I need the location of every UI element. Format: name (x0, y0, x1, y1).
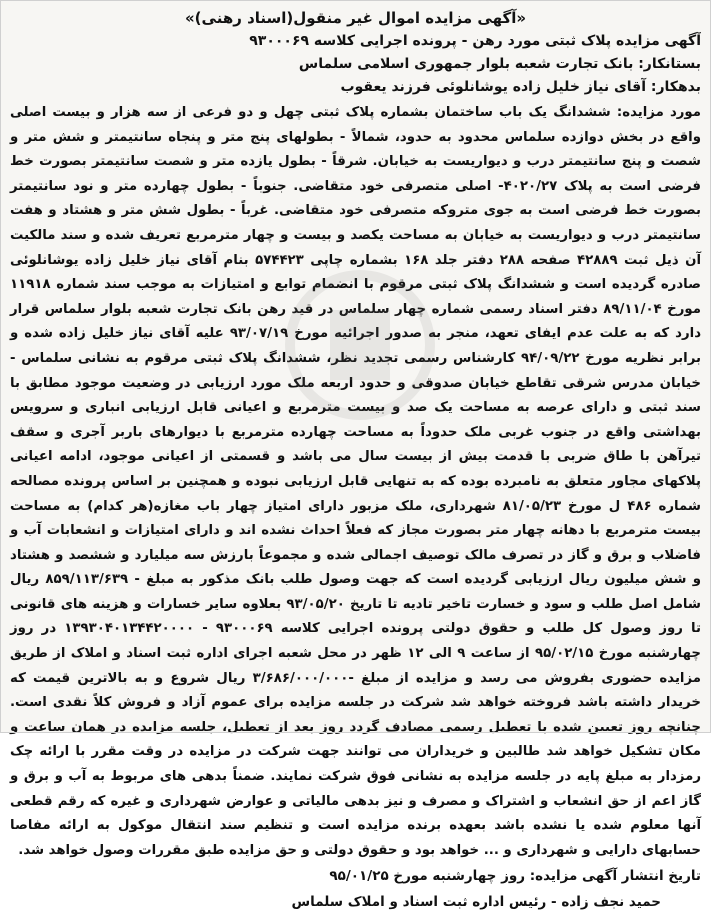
notice-title: «آگهی مزایده اموال غیر منقول(اسناد رهنی)» (184, 9, 527, 27)
creditor-line: بستانکار: بانک تجارت شعبه بلوار جمهوری اسلامی سلماس (298, 56, 701, 72)
notice-subtitle: آگهی مزایده پلاک ثبتی مورد رهن - پرونده اجرایی کلاسه ۹۳۰۰۰۶۹ (249, 33, 701, 49)
debtor-line: بدهکار: آقای نیاز خلیل زاده یوشانلوئی فرزند یعقوب (340, 79, 701, 95)
signature-line: حمید نجف زاده - رئیس اداره ثبت اسناد و املاک سلماس (291, 894, 661, 911)
publish-date: تاریخ انتشار آگهی مزایده: روز چهارشنبه مورخ ۹۵/۰۱/۲۵ (329, 868, 701, 885)
notice-body: مورد مزایده: ششدانگ یک باب ساختمان بشماره پلاک ثبتی چهل و دو فرعی از سه هزار و بیست اصلی واقع در بخش دوازده سلماس محدود به حدود، شمالاً - بطولهای پنج متر و پنجاه سانتیمتر و شش متر و شصت و پنج سانتیمتر درب و دیواریست به خیابان. شرقاً - بطول یازده متر و شصت سانتیمتر بصورت خط فرضی است به پلاک ۴۰۲۰/۲۷- اصلی متصرفی خود متقاضی. جنوباً - بطول چهارده متر و نود سانتیمتر بصورت خط فرضی است به جوی متروکه متصرفی خود متقاضی. غرباً - بطول شش متر و هشتاد و هفت سانتیمتر درب و دیواریست به خیابان به مساحت یکصد و بیست و چهار مترمربع تعریف شده و سند مالکیت آن ذیل ثبت ۴۲۸۸۹ صفحه ۲۸۸ دفتر جلد ۱۶۸ بشماره چاپی ۵۷۴۴۲۳ بنام آقای نیاز خلیل زاده یوشانلوئی صادره گردیده است و ششدانگ پلاک ثبتی مرقوم با انضمام توابع و امتیازات به موجب سند شماره ۱۱۹۱۸ مورخ ۸۹/۱۱/۰۴ دفتر اسناد رسمی شماره چهار سلماس در قید رهن بانک تجارت شعبه بلوار سلماس قرار دارد که به علت عدم ایفای تعهد، منجر به صدور اجرائیه مورخ ۹۳/۰۷/۱۹ علیه آقای نیاز خلیل زاده شده و برابر نظریه مورخ ۹۴/۰۹/۲۲ کارشناس رسمی تجدید نظر، ششدانگ پلاک ثبتی مرقوم به نشانی سلماس - خیابان مدرس شرقی تقاطع خیابان صدوقی و حدود اربعه ملک مورد ارزیابی در وضعیت موجود مطابق با سند ثبتی و دارای عرصه به مساحت یک صد و بیست مترمربع و اعیانی قابل ارزیابی انباری و سرویس بهداشتی واقع در جنوب غربی ملک حدوداً به مساحت چهارده مترمربع با دیوارهای باربر آجری و سقف تیرآهن با طاق ضربی با قدمت بیش از بیست سال می باشد و قسمتی از اعیانی موجود، ادامه اعیانی پلاکهای مجاور متعلق به نامبرده بوده که به تنهایی قابل ارزیابی نبوده و همچنین بر اساس پرونده مصالحه شماره ۴۸۶ ل مورخ ۸۱/۰۵/۲۳ شهرداری، ملک مزبور دارای امتیاز چهار باب مغازه(هر کدام) به مساحت بیست مترمربع با دهانه چهار متر بصورت مجاز که فعلاً احداث نشده اند و دارای امتیازات و انشعابات آب و فاضلاب و برق و گاز در تصرف مالک توصیف اجمالی شده و مجموعاً بارزش سه میلیارد و ششصد و هشتاد و شش میلیون ریال ارزیابی گردیده است که جهت وصول طلب بانک مذکور به مبلغ - ۸۵۹/۱۱۳/۶۳۹ ریال شامل اصل طلب و سود و خسارت تاخیر تادیه تا تاریخ ۹۳/۰۵/۲۰ بعلاوه سایر خسارات و هزینه های قانونی تا روز وصول کل طلب و حقوق دولتی پرونده اجرایی کلاسه ۹۳۰۰۰۶۹ - ۱۳۹۳۰۴۰۱۳۴۴۲۰۰۰۰ در روز چهارشنبه مورخ ۹۵/۰۲/۱۵ از ساعت ۹ الی ۱۲ ظهر در محل شعبه اجرای اداره ثبت اسناد و املاک از طریق مزایده حضوری بفروش می رسد و مزایده از مبلغ -۳/۶۸۶/۰۰۰/۰۰۰ ریال شروع و به بالاترین قیمت که خریدار داشته باشد فروخته خواهد شد شرکت در جلسه مزایده برای عموم آزاد و فروش کلاً نقدی است. چنانچه روز تعیین شده با تعطیل رسمی مصادف گردد روز بعد از تعطیل، جلسه مزایده در همان ساعت و مکان تشکیل خواهد شد طالبین و خریداران می توانند جهت شرکت در مزایده در وقت مقرر با ارائه چک رمزدار به مبلغ پایه در جلسه مزایده به نشانی فوق شرکت نمایند. ضمناً بدهی های مربوط به آب و برق و گاز اعم از حق انشعاب و اشتراک و مصرف و نیز بدهی مالیاتی و عوارض شهرداری و غیره که رقم قطعی آنها معلوم شده یا نشده باشد بعهده برنده مزایده است و تنظیم سند انتقال موکول به ارائه مفاصا حسابهای دارایی و شهرداری و ... خواهد بود و حقوق دولتی و حق مزایده طبق مقررات وصول خواهد شد. (10, 105, 702, 858)
